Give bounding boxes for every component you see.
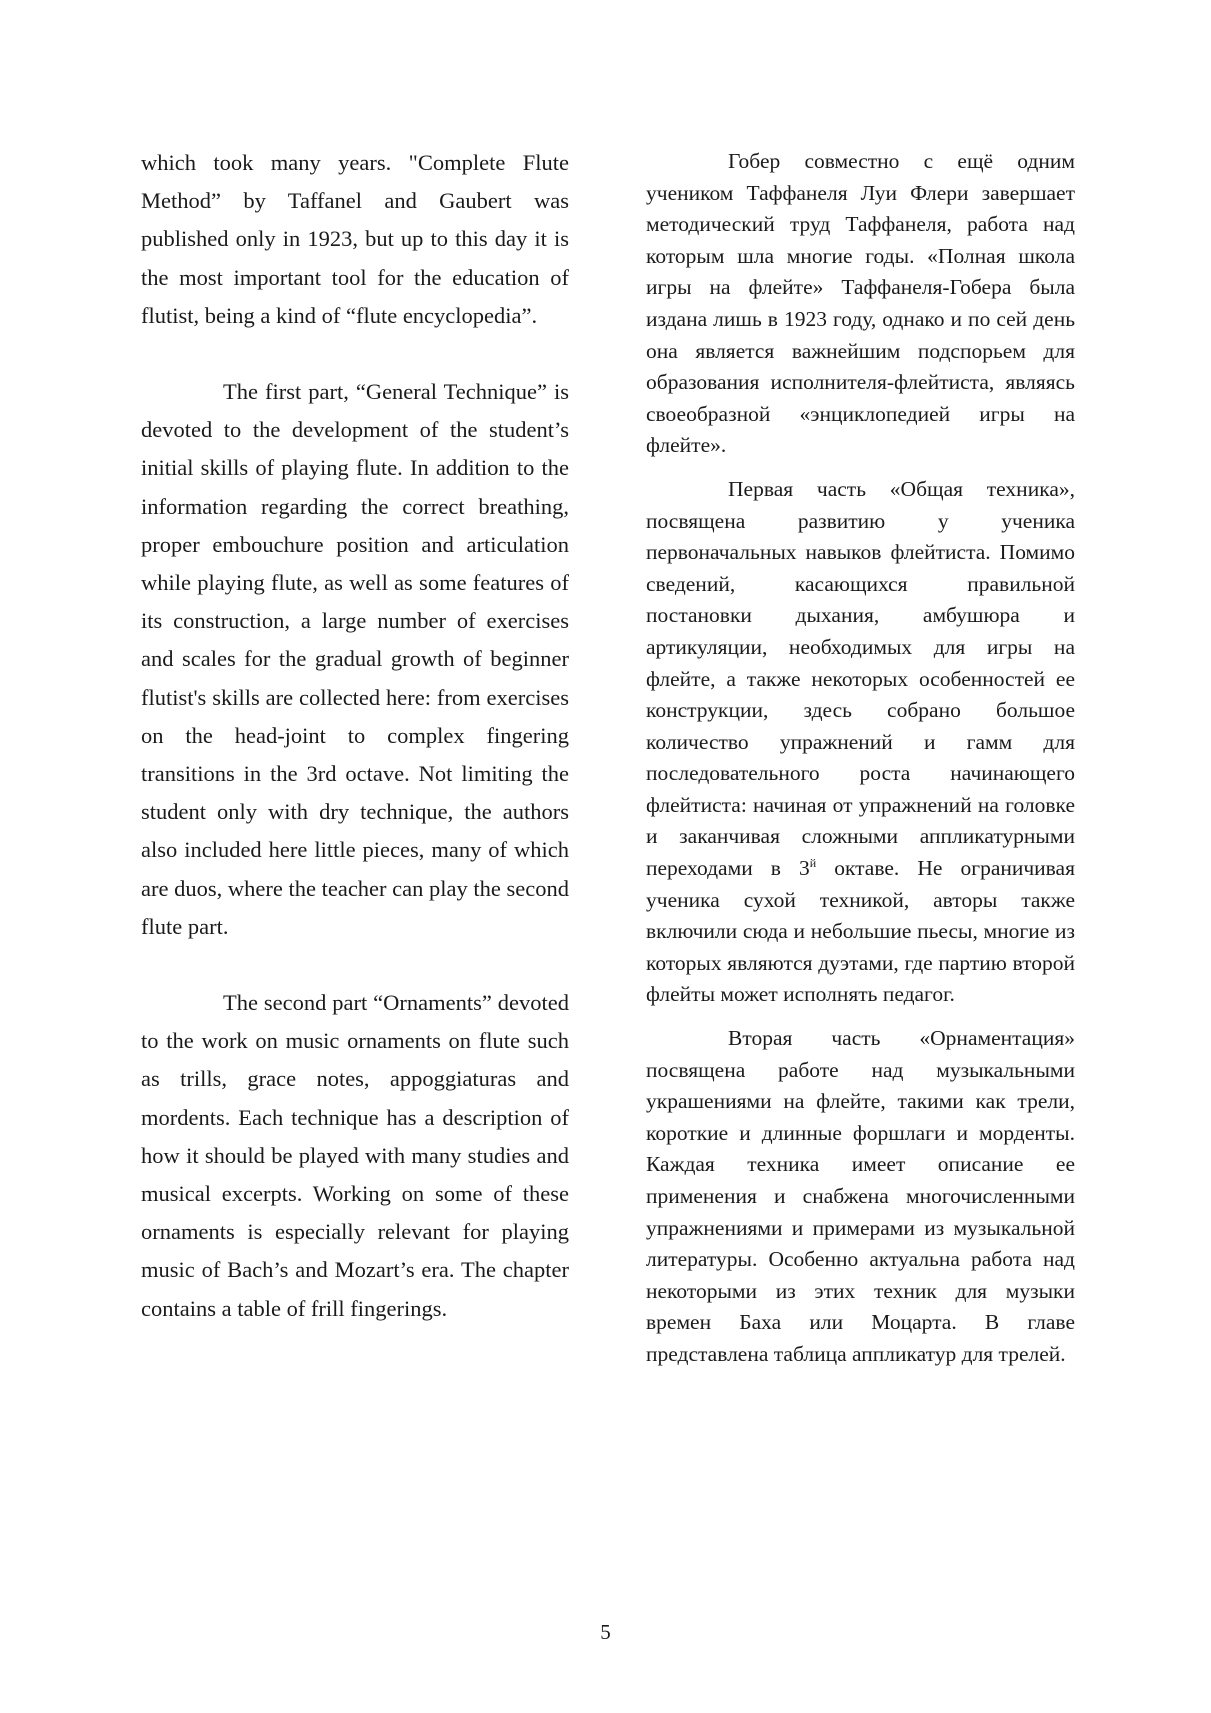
english-paragraph-2: The first part, “General Technique” is devoted to the development of the student’s initial skills of playing flute. In addition to the information regarding the correct breathing, proper embouchure position and articulation while playing flute, as well as some features of its construction, a large number of exercises and scales for the gradual growth of beginner flutist's skills are collected here: from exercises on the head-joint to complex fingering transitions in the 3rd octave. Not limiting the student only with dry technique, the authors also included here little pieces, many of which are duos, where the teacher can play the second flute part. <box>141 379 569 939</box>
english-paragraph-1: which took many years. "Complete Flute Method” by Taffanel and Gaubert was published only in 1923, but up to this day it is the most important tool for the education of flutist, being a kind of “flute encyclopedia”. <box>141 150 569 328</box>
russian-paragraph-2-part-2: октаве. Не ограничивая ученика сухой техникой, авторы также включили сюда и небольшие пьесы, многие из которых являются дуэтами, где партию второй флейты может исполнять педагог. <box>646 856 1075 1007</box>
russian-column <box>646 146 1075 1371</box>
page-number: 5 <box>600 1620 611 1644</box>
english-column <box>141 144 569 1328</box>
russian-paragraph-1: Гобер совместно с ещё одним учеником Таффанеля Луи Флери завершает методический труд Таффанеля, работа над которым шла многие годы. «Полная школа игры на флейте» Таффанеля-Гобера была издана лишь в 1923 году, однако и по сей день она является важнейшим подспорьем для образования исполнителя-флейтиста, являясь своеобразной «энциклопедией игры на флейте». <box>646 149 1075 458</box>
ordinal-superscript: й <box>809 856 817 871</box>
russian-paragraph-2 <box>646 474 1075 1011</box>
english-paragraph-3: The second part “Ornaments” devoted to the work on music ornaments on flute such as trills, grace notes, appoggiaturas and mordents. Each technique has a description of how it should be played with many studies and musical excerpts. Working on some of these ornaments is especially relevant for playing music of Bach’s and Mozart’s era. The chapter contains a table of frill fingerings. <box>141 990 569 1321</box>
russian-paragraph-3: Вторая часть «Орнаментация» посвящена работе над музыкальными украшениями на флейте, такими как трели, короткие и длинные форшлаги и морденты. Каждая техника имеет описание ее применения и снабжена многочисленными упражнениями и примерами из музыкальной литературы. Особенно актуальна работа над некоторыми из этих техник для музыки времен Баха или Моцарта. В главе представлена таблица аппликатур для трелей. <box>646 1026 1075 1366</box>
russian-paragraph-2-part-1: Первая часть «Общая техника», посвящена развитию у ученика первоначальных навыков флейтиста. Помимо сведений, касающихся правильной постановки дыхания, амбушюра и артикуляции, необходимых для игры на флейте, а также некоторых особенностей ее конструкции, здесь собрано большое количество упражнений и гамм для последовательного роста начинающего флейтиста: начиная от упражнений на головке и заканчивая сложными аппликатурными переходами в 3 <box>646 476 1075 881</box>
